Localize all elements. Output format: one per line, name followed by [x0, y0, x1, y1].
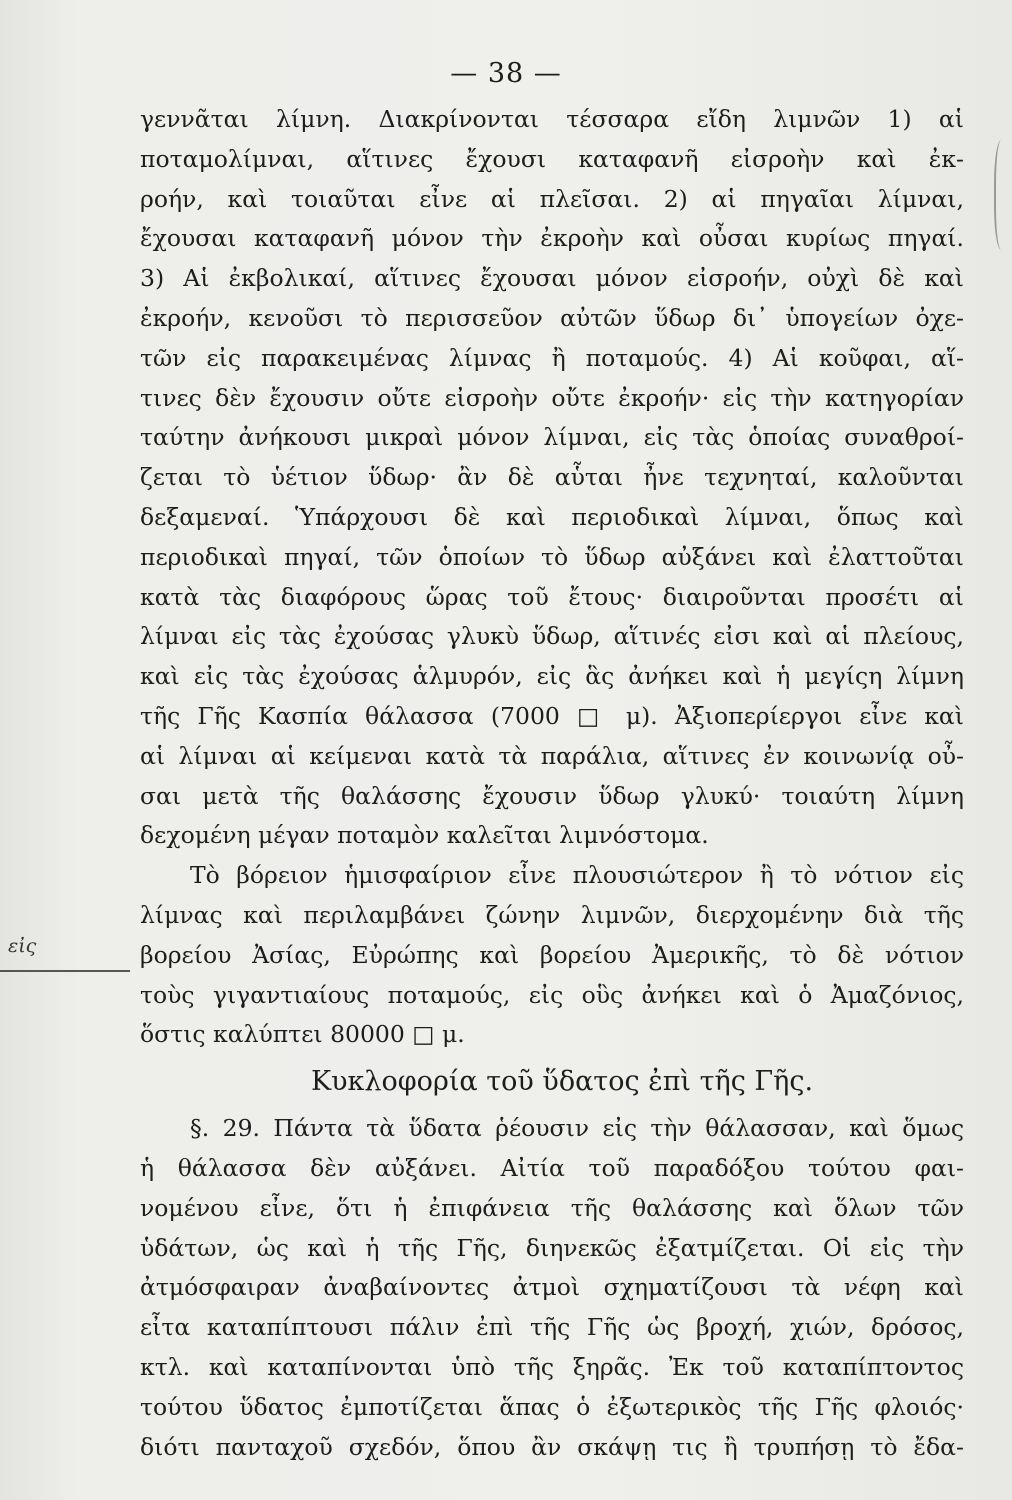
text-line: ἡ θάλασσα δὲν αὐξάνει. Αἰτία τοῦ παραδόξου τούτου φαι- — [140, 1153, 964, 1182]
text-line: ὑδάτων, ὡς καὶ ἡ τῆς Γῆς, διηνεκῶς ἐξατμίζεται. Οἱ εἰς τὴν — [140, 1233, 964, 1262]
paragraph-section-29 — [140, 1109, 964, 1467]
text-line: ἐκροήν, κενοῦσι τὸ περισσεῦον αὐτῶν ὕδωρ δι᾽ ὑπογείων ὀχε- — [140, 303, 964, 332]
section-heading: Κυκλοφορία τοῦ ὕδατος ἐπὶ τῆς Γῆς. — [310, 1066, 814, 1098]
text-line: δεξαμεναί. Ὑπάρχουσι δὲ καὶ περιοδικαὶ λίμναι, ὅπως καὶ — [140, 502, 964, 531]
text-line: τινες δὲν ἔχουσιν οὔτε εἰσροὴν οὔτε ἐκροήν· εἰς τὴν κατηγορίαν — [140, 383, 964, 412]
text-line: ζεται τὸ ὑέτιον ὕδωρ· ἂν δὲ αὗται ἦνε τεχνηταί, καλοῦνται — [140, 463, 964, 492]
paragraph-lakes-types — [140, 100, 964, 856]
text-line: εἶτα καταπίπτουσι πάλιν ἐπὶ τῆς Γῆς ὡς βροχή, χιών, δρόσος, — [140, 1313, 964, 1342]
text-line: ταύτην ἀνήκουσι μικραὶ μόνον λίμναι, εἰς τὰς ὁποίας συναθροί- — [140, 423, 964, 452]
margin-annotation: εἰς — [8, 935, 37, 957]
text-line: καὶ εἰς τὰς ἐχούσας ἁλμυρόν, εἰς ἃς ἀνήκει καὶ ἡ μεγίςη λίμνη — [140, 662, 964, 691]
text-line: δεχομένη μέγαν ποταμὸν καλεῖται λιμνόστομα. — [140, 821, 709, 850]
page-edge-mark — [994, 140, 1012, 250]
text-line: τούτου ὕδατος ἐμποτίζεται ἅπας ὁ ἐξωτερικὸς τῆς Γῆς φλοιός· — [140, 1392, 964, 1421]
text-line: βορείου Ἀσίας, Εὐρώπης καὶ βορείου Ἀμερικῆς, τὸ δὲ νότιον — [140, 940, 964, 969]
text-line: αἱ λίμναι αἱ κείμεναι κατὰ τὰ παράλια, αἵτινες ἐν κοινωνίᾳ οὖ- — [140, 741, 964, 770]
paragraph-hemispheres — [140, 856, 964, 1055]
text-line: λίμνας καὶ περιλαμβάνει ζώνην λιμνῶν, διερχομένην διὰ τῆς — [140, 900, 964, 929]
margin-underline-mark — [0, 970, 130, 972]
text-line: τοὺς γιγαντιαίους ποταμούς, εἰς οὓς ἀνήκει καὶ ὁ Ἀμαζόνιος, — [140, 980, 964, 1009]
text-line: ἀτμόσφαιραν ἀναβαίνοντες ἀτμοὶ σχηματίζουσι τὰ νέφη καὶ — [140, 1273, 964, 1302]
text-line: λίμναι εἰς τὰς ἐχούσας γλυκὺ ὕδωρ, αἵτινές εἰσι καὶ αἱ πλείους, — [140, 622, 964, 651]
text-line: γεννᾶται λίμνη. Διακρίνονται τέσσαρα εἴδη λιμνῶν 1) αἱ — [140, 105, 964, 133]
body-text — [140, 100, 964, 1467]
text-line: ἔχουσαι καταφανῆ μόνον τὴν ἐκροὴν καὶ οὖσαι κυρίως πηγαί. — [140, 224, 964, 253]
text-line: διότι πανταχοῦ σχεδόν, ὅπου ἂν σκάψῃ τις ἢ τρυπήσῃ τὸ ἔδα- — [140, 1432, 964, 1461]
text-line: ποταμολίμναι, αἵτινες ἔχουσι καταφανῆ εἰσροὴν καὶ ἐκ- — [140, 144, 964, 173]
text-line: κατὰ τὰς διαφόρους ὥρας τοῦ ἔτους· διαιροῦνται προσέτι αἱ — [140, 582, 964, 611]
text-line: κτλ. καὶ καταπίνονται ὑπὸ τῆς ξηρᾶς. Ἐκ τοῦ καταπίπτοντος — [140, 1352, 964, 1381]
text-line: §. 29. Πάντα τὰ ὕδατα ῥέουσιν εἰς τὴν θάλασσαν, καὶ ὅμως — [190, 1114, 964, 1143]
text-line: νομένου εἶνε, ὅτι ἡ ἐπιφάνεια τῆς θαλάσσης καὶ ὅλων τῶν — [140, 1193, 964, 1222]
text-line: σαι μετὰ τῆς θαλάσσης ἔχουσιν ὕδωρ γλυκύ· τοιαύτη λίμνη — [140, 781, 964, 810]
text-line: 3) Αἱ ἐκβολικαί, αἵτινες ἔχουσαι μόνον εἰσροήν, οὐχὶ δὲ καὶ — [140, 264, 964, 293]
text-line: τῆς Γῆς Κασπία θάλασσα (7000 □ μ). Ἀξιοπερίεργοι εἶνε καὶ — [140, 701, 964, 730]
text-line: τῶν εἰς παρακειμένας λίμνας ἢ ποταμούς. 4) Αἱ κοῦφαι, αἵ- — [140, 343, 964, 372]
text-line: περιοδικαὶ πηγαί, τῶν ὁποίων τὸ ὕδωρ αὐξάνει καὶ ἐλαττοῦται — [140, 542, 964, 571]
text-line: ὅστις καλύπτει 80000 □ μ. — [140, 1020, 465, 1049]
text-line: ροήν, καὶ τοιαῦται εἶνε αἱ πλεῖσαι. 2) αἱ πηγαῖαι λίμναι, — [140, 184, 964, 213]
text-line: Τὸ βόρειον ἡμισφαίριον εἶνε πλουσιώτερον ἢ τὸ νότιον εἰς — [190, 861, 964, 890]
page-number: — 38 — — [450, 58, 562, 89]
